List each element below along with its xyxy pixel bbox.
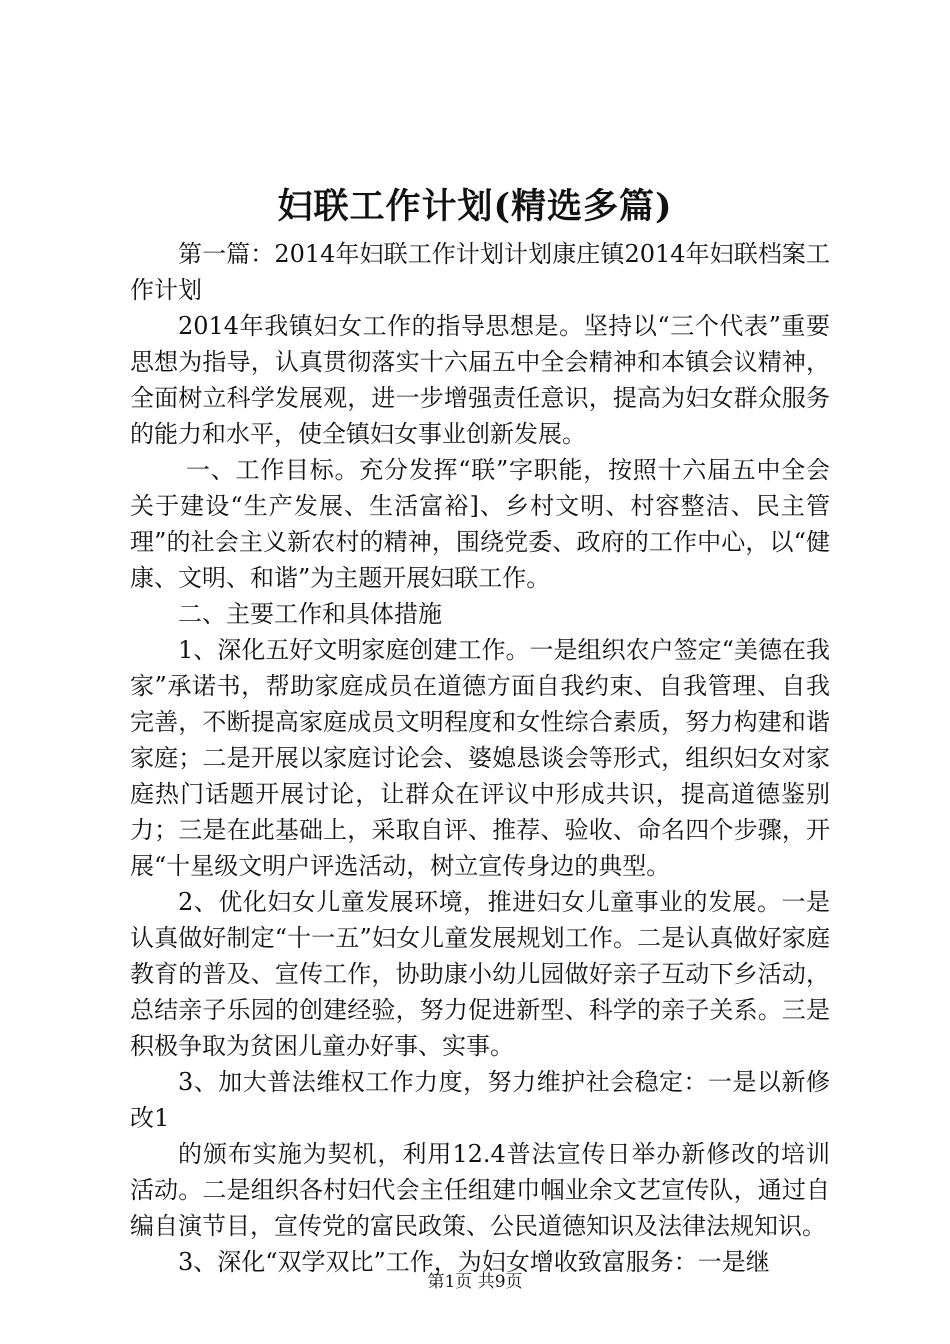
paragraph-guiding-ideology: 2014年我镇妇女工作的指导思想是。坚持以“三个代表”重要思想为指导，认真贯彻落实十六届五中全会精神和本镇会议精神，全面树立科学发展观，进一步增强责任意识，提高为妇女群众服务的能力和水平，使全镇妇女事业创新发展。 [130, 312, 830, 448]
document-body [130, 236, 830, 1280]
paragraph-item-2: 2、优化妇女儿童发展环境，推进妇女儿童事业的发展。一是认真做好制定“十一五”妇女儿童发展规划工作。二是认真做好家庭教育的普及、宣传工作，协助康小幼儿园做好亲子互动下乡活动，总结亲子乐园的创建经验，努力促进新型、科学的亲子关系。三是积极争取为贫困儿童办好事、实事。 [130, 888, 830, 1060]
paragraph-item-3b: 3、深化“双学双比”工作，为妇女增收致富服务：一是继 [178, 1248, 770, 1276]
paragraph-section-heading: 第一篇：2014年妇联工作计划计划康庄镇2014年妇联档案工作计划 [130, 240, 830, 304]
paragraph-main-measures-heading: 二、主要工作和具体措施 [178, 600, 442, 628]
paragraph-item-3: 3、加大普法维权工作力度，努力维护社会稳定：一是以新修改1 [130, 1068, 830, 1132]
page-footer: 第1页 共9页 [427, 1272, 523, 1292]
document-title: 妇联工作计划(精选多篇) [277, 186, 673, 227]
paragraph-item-1: 1、深化五好文明家庭创建工作。一是组织农户签定“美德在我家”承诺书，帮助家庭成员在道德方面自我约束、自我管理、自我完善，不断提高家庭成员文明程度和女性综合素质，努力构建和谐家庭；二是开展以家庭讨论会、婆媳恳谈会等形式，组织妇女对家庭热门话题开展讨论，让群众在评议中形成共识，提高道德鉴别力；三是在此基础上，采取自评、推荐、验收、命名四个步骤，开展“十星级文明户评选活动，树立宣传身边的典型。 [130, 636, 830, 880]
paragraph-work-goals: 一、工作目标。充分发挥“联”字职能，按照十六届五中全会关于建设“生产发展、生活富裕]、乡村文明、村容整洁、民主管理”的社会主义新农村的精神，围绕党委、政府的工作中心，以“健康、文明、和谐”为主题开展妇联工作。 [130, 456, 830, 592]
paragraph-item-3-continued: 的颁布实施为契机，利用12.4普法宣传日举办新修改的培训活动。二是组织各村妇代会主任组建巾帼业余文艺宣传队，通过自编自演节目，宣传党的富民政策、公民道德知识及法律法规知识。 [130, 1140, 830, 1240]
